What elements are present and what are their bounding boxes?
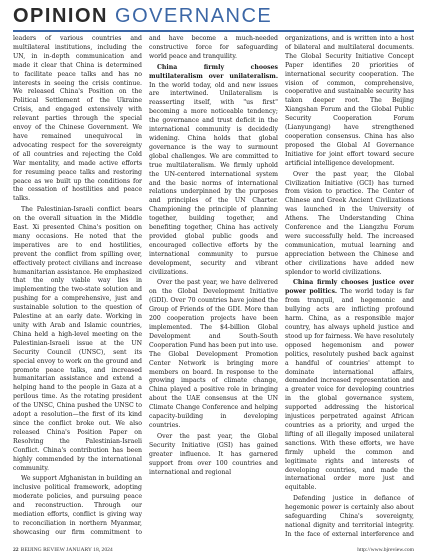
website-link[interactable]: http://www.bjreview.com xyxy=(357,547,414,553)
paragraph xyxy=(13,206,142,473)
paragraph-text: In the world today, old and new issues are intertwined. Unilateralism is reasserting itself, with "us first" becoming a more noticeable tendency; the governance and trust deficit in the international community is decidedly widening. China holds that global governance is the way to surmount global challenges. We are committed to true multilateralism. We firmly uphold the UN-centered international system and the basic norms of international relations underpinned by the purposes and principles of the UN Charter. Championing the principle of planning together, building together, and benefiting together, China has actively provided global public goods and encouraged collective efforts by the international community to pursue development, security and vibrant civilizations. xyxy=(149,81,278,276)
magazine-issue: BEIJING REVIEW JANUARY 18, 2024 xyxy=(20,547,113,553)
paragraph xyxy=(13,35,142,204)
paragraph-text: Defending justice in defiance of hegemonic power is certainly also about safeguarding China's sovereignty, national dignity and territorial integrity. In the face of external interference and xyxy=(285,495,414,538)
section-title-sub: GOVERNANCE xyxy=(115,5,273,27)
paragraph xyxy=(149,35,278,62)
paragraph-lead: China firmly chooses multilateralism over unilateralism. xyxy=(149,63,278,80)
paragraph xyxy=(149,279,278,430)
paragraph xyxy=(285,35,414,169)
section-header xyxy=(13,4,413,28)
paragraph-lead: China firmly chooses justice over power politics. xyxy=(285,279,414,296)
page-footer xyxy=(13,545,414,555)
paragraph-text: organizations, and is written into a host of bilateral and multilateral documents. The Global Security Initiative Concept Paper identifies 20 priorities of international security cooperation. The vision of common, comprehensive, cooperative and sustainable security has taken deeper root. The Beijing Xiangshan Forum and the Global Public Security Cooperation Forum (Lianyungang) have strengthened cooperation consensus. China has also proposed the Global AI Governance Initiative for joint effort toward secure artificial intelligence development. xyxy=(285,35,414,167)
paragraph-text: leaders of various countries and multilateral institutions, including the UN, in in-depth communication and made it clear that China is determined to facilitate peace talks and has no interests in seeing the crisis continue. We released China's Position on the Political Settlement of the Ukraine Crisis, and engaged extensively with relevant parties through the special envoy of the Chinese Government. We have remained unequivocal in advocating respect for the sovereignty of all countries and rejecting the Cold War mentality, and made active efforts for resuming peace talks and restoring peace as we built up the conditions for the cessation of hostilities and peace talks. xyxy=(13,35,142,203)
footer-left xyxy=(13,545,113,555)
section-title-main: OPINION xyxy=(13,5,108,27)
column-3 xyxy=(285,35,414,538)
paragraph-text: The Palestinian-Israeli conflict bears on the overall situation in the Middle East. Xi presented China's position on many occasions. He noted that the imperatives are to end hostilities, prevent the conflict from spilling over, effectively protect civilians and increase humanitarian assistance. He emphasized that the only viable way lies in implementing the two-state solution and pushing for a comprehensive, just and sustainable solution to the question of Palestine at an early date. Working in unity with Arab and Islamic countries, China held a high-level meeting on the Palestinian-Israeli issue at the UN Security Council (UNSC), sent its special envoy to work on the ground and promote peace talks, and increased humanitarian assistance and extend a helping hand to the people in Gaza at a perilous time. As the rotating president of the UNSC, China pushed the UNSC to adopt a resolution—the first of its kind since the conflict broke out. We also released China's Position Paper on Resolving the Palestinian-Israeli Conflict. China's contribution has been highly commended by the international community. xyxy=(13,206,142,472)
column-2 xyxy=(149,35,278,538)
paragraph xyxy=(285,495,414,538)
paragraph-text: and have become a much-needed constructive force for safeguarding world peace and tranquility. xyxy=(149,35,278,60)
paragraph xyxy=(285,171,414,278)
page-number: 22 xyxy=(13,547,19,553)
article-body xyxy=(13,35,414,538)
header-rule xyxy=(13,30,414,32)
paragraph-text: Over the past year, the Global Civilization Initiative (GCI) has turned from vision to practice. The Center of Chinese and Greek Ancient Civilizations was launched in the University of Athens. The Understanding China Conference and the Liangzhu Forum were successfully held. The increased communication, mutual learning and appreciation between the Chinese and other civilizations have added new splendor to world civilizations. xyxy=(285,170,414,276)
paragraph xyxy=(285,279,414,493)
paragraph xyxy=(13,475,142,538)
column-1 xyxy=(13,35,142,538)
paragraph xyxy=(149,64,278,278)
paragraph-text: Over the past year, we have delivered on the Global Development Initiative (GDI). Over 70 countries have joined the Group of Friends of the GDI. More than 200 cooperation projects have been implemented. The $4-billion Global Development and South-South Cooperation Fund has been put into use. The Global Development Promotion Center Network is bringing more members on board. In response to the growing impacts of climate change, China played a positive role in bringing about the UAE consensus at the UN Climate Change Conference and helping capacity-building in developing countries. xyxy=(149,279,278,429)
paragraph xyxy=(149,433,278,478)
section-title xyxy=(13,5,272,27)
paragraph-text: The world today is far from tranquil, and hegemonic and bullying acts are inflicting profound harm. China, as a responsible major country, has always upheld justice and stood up for fairness. We have resolutely opposed hegemonism and power politics, resolutely pushed back against a handful of countries' attempt to dominate international affairs, demanded increased representation and a greater voice for developing countries in the global governance system, supported addressing the historical injustices perpetrated against African countries as a priority, and urged the lifting of all illegally imposed unilateral sanctions. With these efforts, we have firmly upheld the common and legitimate rights and interests of developing countries, and made the international order more just and equitable. xyxy=(285,288,414,492)
paragraph-text: Over the past year, the Global Security Initiative (GSI) has gained greater influence. It has garnered support from over 100 countries and international and regional xyxy=(149,432,278,476)
paragraph-text: We support Afghanistan in building an inclusive political framework, adopting moderate policies, and pursuing peace and reconstruction. Through our mediation efforts, conflict is giving way to reconciliation in northern Myanmar, showcasing our firm commitment to xyxy=(13,475,142,536)
